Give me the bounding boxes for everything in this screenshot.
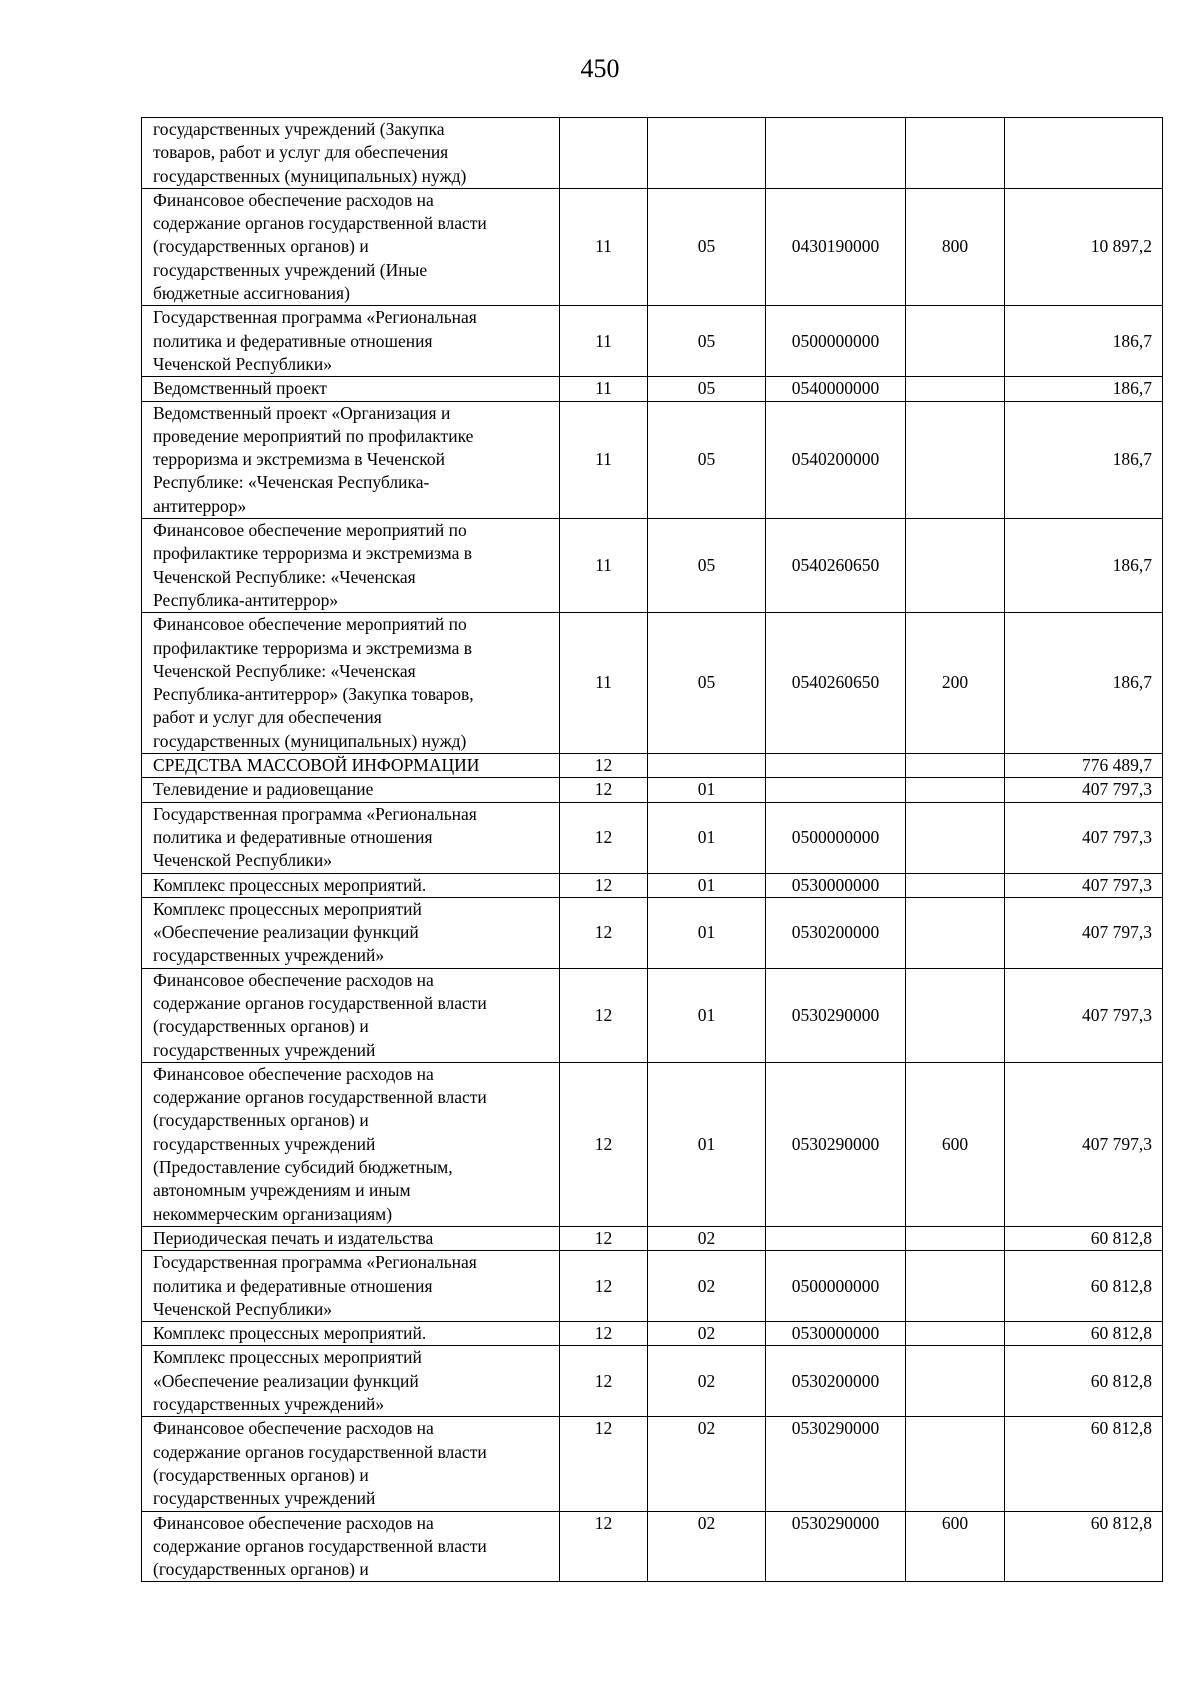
row-amount: 407 797,3	[1005, 778, 1163, 802]
row-expense-type	[906, 802, 1005, 873]
row-section: 12	[560, 968, 648, 1062]
row-name: Комплекс процессных мероприятий «Обеспечение реализации функций государственных учреждений»	[142, 1346, 560, 1417]
row-target-item: 0530290000	[766, 1062, 906, 1226]
row-name: Финансовое обеспечение расходов на содержание органов государственной власти (государственных органов) и государственных учреждений	[142, 1417, 560, 1511]
row-amount: 407 797,3	[1005, 897, 1163, 968]
row-section: 12	[560, 1322, 648, 1346]
table-row	[142, 1322, 1163, 1346]
row-expense-type	[906, 306, 1005, 377]
row-amount: 186,7	[1005, 401, 1163, 518]
table-row	[142, 613, 1163, 754]
row-subsection: 02	[648, 1226, 766, 1250]
row-subsection: 05	[648, 519, 766, 613]
table-row	[142, 519, 1163, 613]
row-expense-type	[906, 1251, 1005, 1322]
row-target-item: 0530290000	[766, 1417, 906, 1511]
table-row	[142, 1251, 1163, 1322]
row-subsection: 05	[648, 377, 766, 401]
table-row	[142, 897, 1163, 968]
row-amount	[1005, 118, 1163, 189]
row-subsection: 05	[648, 613, 766, 754]
row-section: 12	[560, 1511, 648, 1582]
row-expense-type: 800	[906, 188, 1005, 305]
table-row	[142, 968, 1163, 1062]
row-name: Государственная программа «Региональная политика и федеративные отношения Чеченской Республики»	[142, 1251, 560, 1322]
table-row	[142, 306, 1163, 377]
row-section: 12	[560, 802, 648, 873]
row-subsection: 01	[648, 968, 766, 1062]
row-target-item: 0530200000	[766, 1346, 906, 1417]
page-number: 450	[580, 54, 620, 83]
row-expense-type: 600	[906, 1062, 1005, 1226]
row-amount: 407 797,3	[1005, 873, 1163, 897]
row-subsection: 01	[648, 897, 766, 968]
row-amount: 407 797,3	[1005, 968, 1163, 1062]
table-row	[142, 873, 1163, 897]
row-name: Финансовое обеспечение расходов на содержание органов государственной власти (государственных органов) и государственных учреждений (Иные бюджетные ассигнования)	[142, 188, 560, 305]
table-row	[142, 778, 1163, 802]
table-row	[142, 1511, 1163, 1582]
row-amount: 407 797,3	[1005, 802, 1163, 873]
row-name: Финансовое обеспечение расходов на содержание органов государственной власти (государственных органов) и	[142, 1511, 560, 1582]
row-amount: 60 812,8	[1005, 1511, 1163, 1582]
row-name: Финансовое обеспечение расходов на содержание органов государственной власти (государственных органов) и государственных учреждений	[142, 968, 560, 1062]
row-section: 12	[560, 873, 648, 897]
budget-table	[141, 117, 1163, 1582]
table-row	[142, 1346, 1163, 1417]
row-name: Комплекс процессных мероприятий.	[142, 1322, 560, 1346]
row-section: 11	[560, 519, 648, 613]
row-name: Государственная программа «Региональная политика и федеративные отношения Чеченской Республики»	[142, 802, 560, 873]
row-section: 12	[560, 1251, 648, 1322]
row-name: СРЕДСТВА МАССОВОЙ ИНФОРМАЦИИ	[142, 754, 560, 778]
row-target-item: 0540260650	[766, 613, 906, 754]
row-subsection: 02	[648, 1511, 766, 1582]
row-section: 12	[560, 778, 648, 802]
row-name: Комплекс процессных мероприятий «Обеспечение реализации функций государственных учреждений»	[142, 897, 560, 968]
row-subsection	[648, 754, 766, 778]
row-target-item	[766, 778, 906, 802]
row-name: Финансовое обеспечение мероприятий по профилактике терроризма и экстремизма в Чеченской Республике: «Чеченская Республика-антитеррор» (Закупка товаров, работ и услуг для обеспечения государственных (муниципальных) нужд)	[142, 613, 560, 754]
row-subsection: 02	[648, 1417, 766, 1511]
row-section: 12	[560, 897, 648, 968]
row-amount: 60 812,8	[1005, 1417, 1163, 1511]
row-name: Государственная программа «Региональная политика и федеративные отношения Чеченской Республики»	[142, 306, 560, 377]
row-expense-type	[906, 1346, 1005, 1417]
row-subsection: 01	[648, 873, 766, 897]
row-subsection: 01	[648, 778, 766, 802]
table-row	[142, 1226, 1163, 1250]
row-expense-type	[906, 377, 1005, 401]
row-section: 12	[560, 1226, 648, 1250]
row-section: 12	[560, 1346, 648, 1417]
row-expense-type	[906, 1417, 1005, 1511]
row-section: 11	[560, 188, 648, 305]
row-subsection: 01	[648, 802, 766, 873]
table-row	[142, 754, 1163, 778]
row-expense-type	[906, 754, 1005, 778]
row-expense-type	[906, 519, 1005, 613]
row-expense-type: 200	[906, 613, 1005, 754]
row-section: 11	[560, 306, 648, 377]
table-row	[142, 1062, 1163, 1226]
table-row	[142, 377, 1163, 401]
row-amount: 60 812,8	[1005, 1322, 1163, 1346]
row-subsection: 02	[648, 1322, 766, 1346]
row-expense-type	[906, 968, 1005, 1062]
budget-table-body	[142, 118, 1163, 1582]
row-amount: 186,7	[1005, 519, 1163, 613]
row-amount: 60 812,8	[1005, 1251, 1163, 1322]
row-expense-type	[906, 401, 1005, 518]
row-name: Ведомственный проект «Организация и проведение мероприятий по профилактике терроризма и экстремизма в Чеченской Республике: «Чеченская Республика- антитеррор»	[142, 401, 560, 518]
row-expense-type	[906, 778, 1005, 802]
row-target-item	[766, 118, 906, 189]
row-target-item	[766, 1226, 906, 1250]
row-section	[560, 118, 648, 189]
row-target-item: 0530290000	[766, 968, 906, 1062]
row-target-item: 0530200000	[766, 897, 906, 968]
row-amount: 60 812,8	[1005, 1346, 1163, 1417]
row-subsection: 02	[648, 1346, 766, 1417]
table-row	[142, 802, 1163, 873]
row-name: Периодическая печать и издательства	[142, 1226, 560, 1250]
row-subsection: 05	[648, 401, 766, 518]
row-subsection	[648, 118, 766, 189]
row-target-item: 0530290000	[766, 1511, 906, 1582]
row-subsection: 02	[648, 1251, 766, 1322]
row-expense-type	[906, 873, 1005, 897]
row-amount: 60 812,8	[1005, 1226, 1163, 1250]
row-target-item: 0430190000	[766, 188, 906, 305]
row-amount: 10 897,2	[1005, 188, 1163, 305]
row-target-item: 0530000000	[766, 1322, 906, 1346]
row-section: 11	[560, 613, 648, 754]
row-target-item	[766, 754, 906, 778]
row-section: 12	[560, 1062, 648, 1226]
table-row	[142, 1417, 1163, 1511]
row-name: Комплекс процессных мероприятий.	[142, 873, 560, 897]
row-target-item: 0500000000	[766, 1251, 906, 1322]
row-expense-type	[906, 1322, 1005, 1346]
row-name: Телевидение и радиовещание	[142, 778, 560, 802]
row-target-item: 0540000000	[766, 377, 906, 401]
row-amount: 776 489,7	[1005, 754, 1163, 778]
row-subsection: 05	[648, 188, 766, 305]
row-expense-type: 600	[906, 1511, 1005, 1582]
row-section: 11	[560, 401, 648, 518]
row-subsection: 05	[648, 306, 766, 377]
row-amount: 186,7	[1005, 377, 1163, 401]
row-subsection: 01	[648, 1062, 766, 1226]
row-target-item: 0500000000	[766, 802, 906, 873]
row-amount: 186,7	[1005, 613, 1163, 754]
table-row	[142, 188, 1163, 305]
row-expense-type	[906, 118, 1005, 189]
row-expense-type	[906, 897, 1005, 968]
row-target-item: 0540260650	[766, 519, 906, 613]
row-amount: 186,7	[1005, 306, 1163, 377]
row-target-item: 0500000000	[766, 306, 906, 377]
row-section: 12	[560, 754, 648, 778]
row-name: государственных учреждений (Закупка товаров, работ и услуг для обеспечения государственных (муниципальных) нужд)	[142, 118, 560, 189]
row-expense-type	[906, 1226, 1005, 1250]
row-target-item: 0540200000	[766, 401, 906, 518]
table-row	[142, 118, 1163, 189]
row-section: 12	[560, 1417, 648, 1511]
table-row	[142, 401, 1163, 518]
row-name: Ведомственный проект	[142, 377, 560, 401]
row-target-item: 0530000000	[766, 873, 906, 897]
row-amount: 407 797,3	[1005, 1062, 1163, 1226]
row-name: Финансовое обеспечение расходов на содержание органов государственной власти (государственных органов) и государственных учреждений (Предоставление субсидий бюджетным, автономным учреждениям и иным некоммерческим организациям)	[142, 1062, 560, 1226]
row-name: Финансовое обеспечение мероприятий по профилактике терроризма и экстремизма в Чеченской Республике: «Чеченская Республика-антитеррор»	[142, 519, 560, 613]
row-section: 11	[560, 377, 648, 401]
